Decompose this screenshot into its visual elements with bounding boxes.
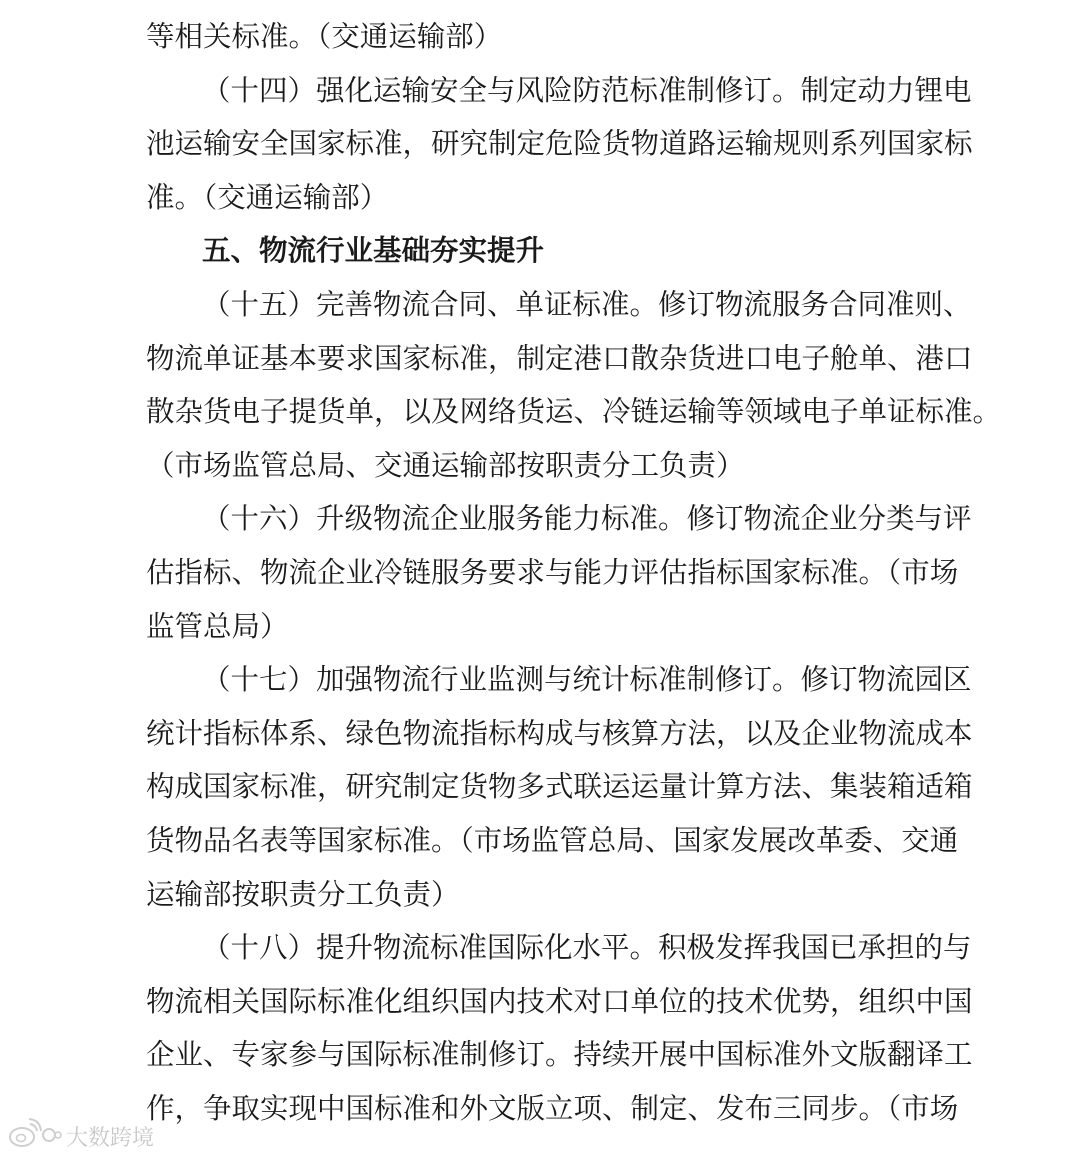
- text-line: 构成国家标准，研究制定货物多式联运运量计算方法、集装箱适箱: [146, 770, 973, 804]
- text-line: 池运输安全国家标准，研究制定危险货物道路运输规则系列国家标: [146, 127, 973, 161]
- text-line: 等相关标准。（交通运输部）: [146, 20, 503, 53]
- text-line: 物流相关国际标准化组织国内技术对口单位的技术优势，组织中国: [146, 984, 973, 1018]
- paragraph-18-line: （十八）提升物流标准国际化水平。积极发挥我国已承担的与: [202, 931, 972, 965]
- paragraph-15-line: （十五）完善物流合同、单证标准。修订物流服务合同准则、: [202, 287, 972, 321]
- text-line: （市场监管总局、交通运输部按职责分工负责）: [146, 448, 745, 482]
- text-line: 企业、专家参与国际标准制修订。持续开展中国标准外文版翻译工: [146, 1038, 973, 1072]
- watermark-text: 大数跨境: [66, 1125, 155, 1151]
- text-line: 监管总局）: [146, 609, 289, 643]
- paragraph-16-line: （十六）升级物流企业服务能力标准。修订物流企业分类与评: [202, 502, 972, 536]
- document-page: [146, 10, 1002, 1135]
- text-line: 准。（交通运输部）: [146, 180, 389, 214]
- text-line: 统计指标体系、绿色物流指标构成与核算方法，以及企业物流成本: [146, 716, 973, 750]
- section-heading: 五、物流行业基础夯实提升: [202, 234, 545, 268]
- paragraph-14-line: （十四）强化运输安全与风险防范标准制修订。制定动力锂电: [202, 73, 972, 107]
- paragraph-17-line: （十七）加强物流行业监测与统计标准制修订。修订物流园区: [202, 663, 972, 697]
- text-line: 物流单证基本要求国家标准，制定港口散杂货进口电子舱单、港口: [146, 341, 973, 375]
- text-line: 货物品名表等国家标准。（市场监管总局、国家发展改革委、交通: [146, 823, 959, 857]
- watermark: [8, 1118, 154, 1154]
- text-line: 散杂货电子提货单，以及网络货运、冷链运输等领域电子单证标准。: [146, 395, 1002, 429]
- text-line: 作，争取实现中国标准和外文版立项、制定、发布三同步。（市场: [146, 1091, 959, 1125]
- weibo-logo-icon: [8, 1118, 66, 1154]
- text-line: 估指标、物流企业冷链服务要求与能力评估指标国家标准。（市场: [146, 555, 959, 589]
- text-line: 运输部按职责分工负责）: [146, 877, 460, 911]
